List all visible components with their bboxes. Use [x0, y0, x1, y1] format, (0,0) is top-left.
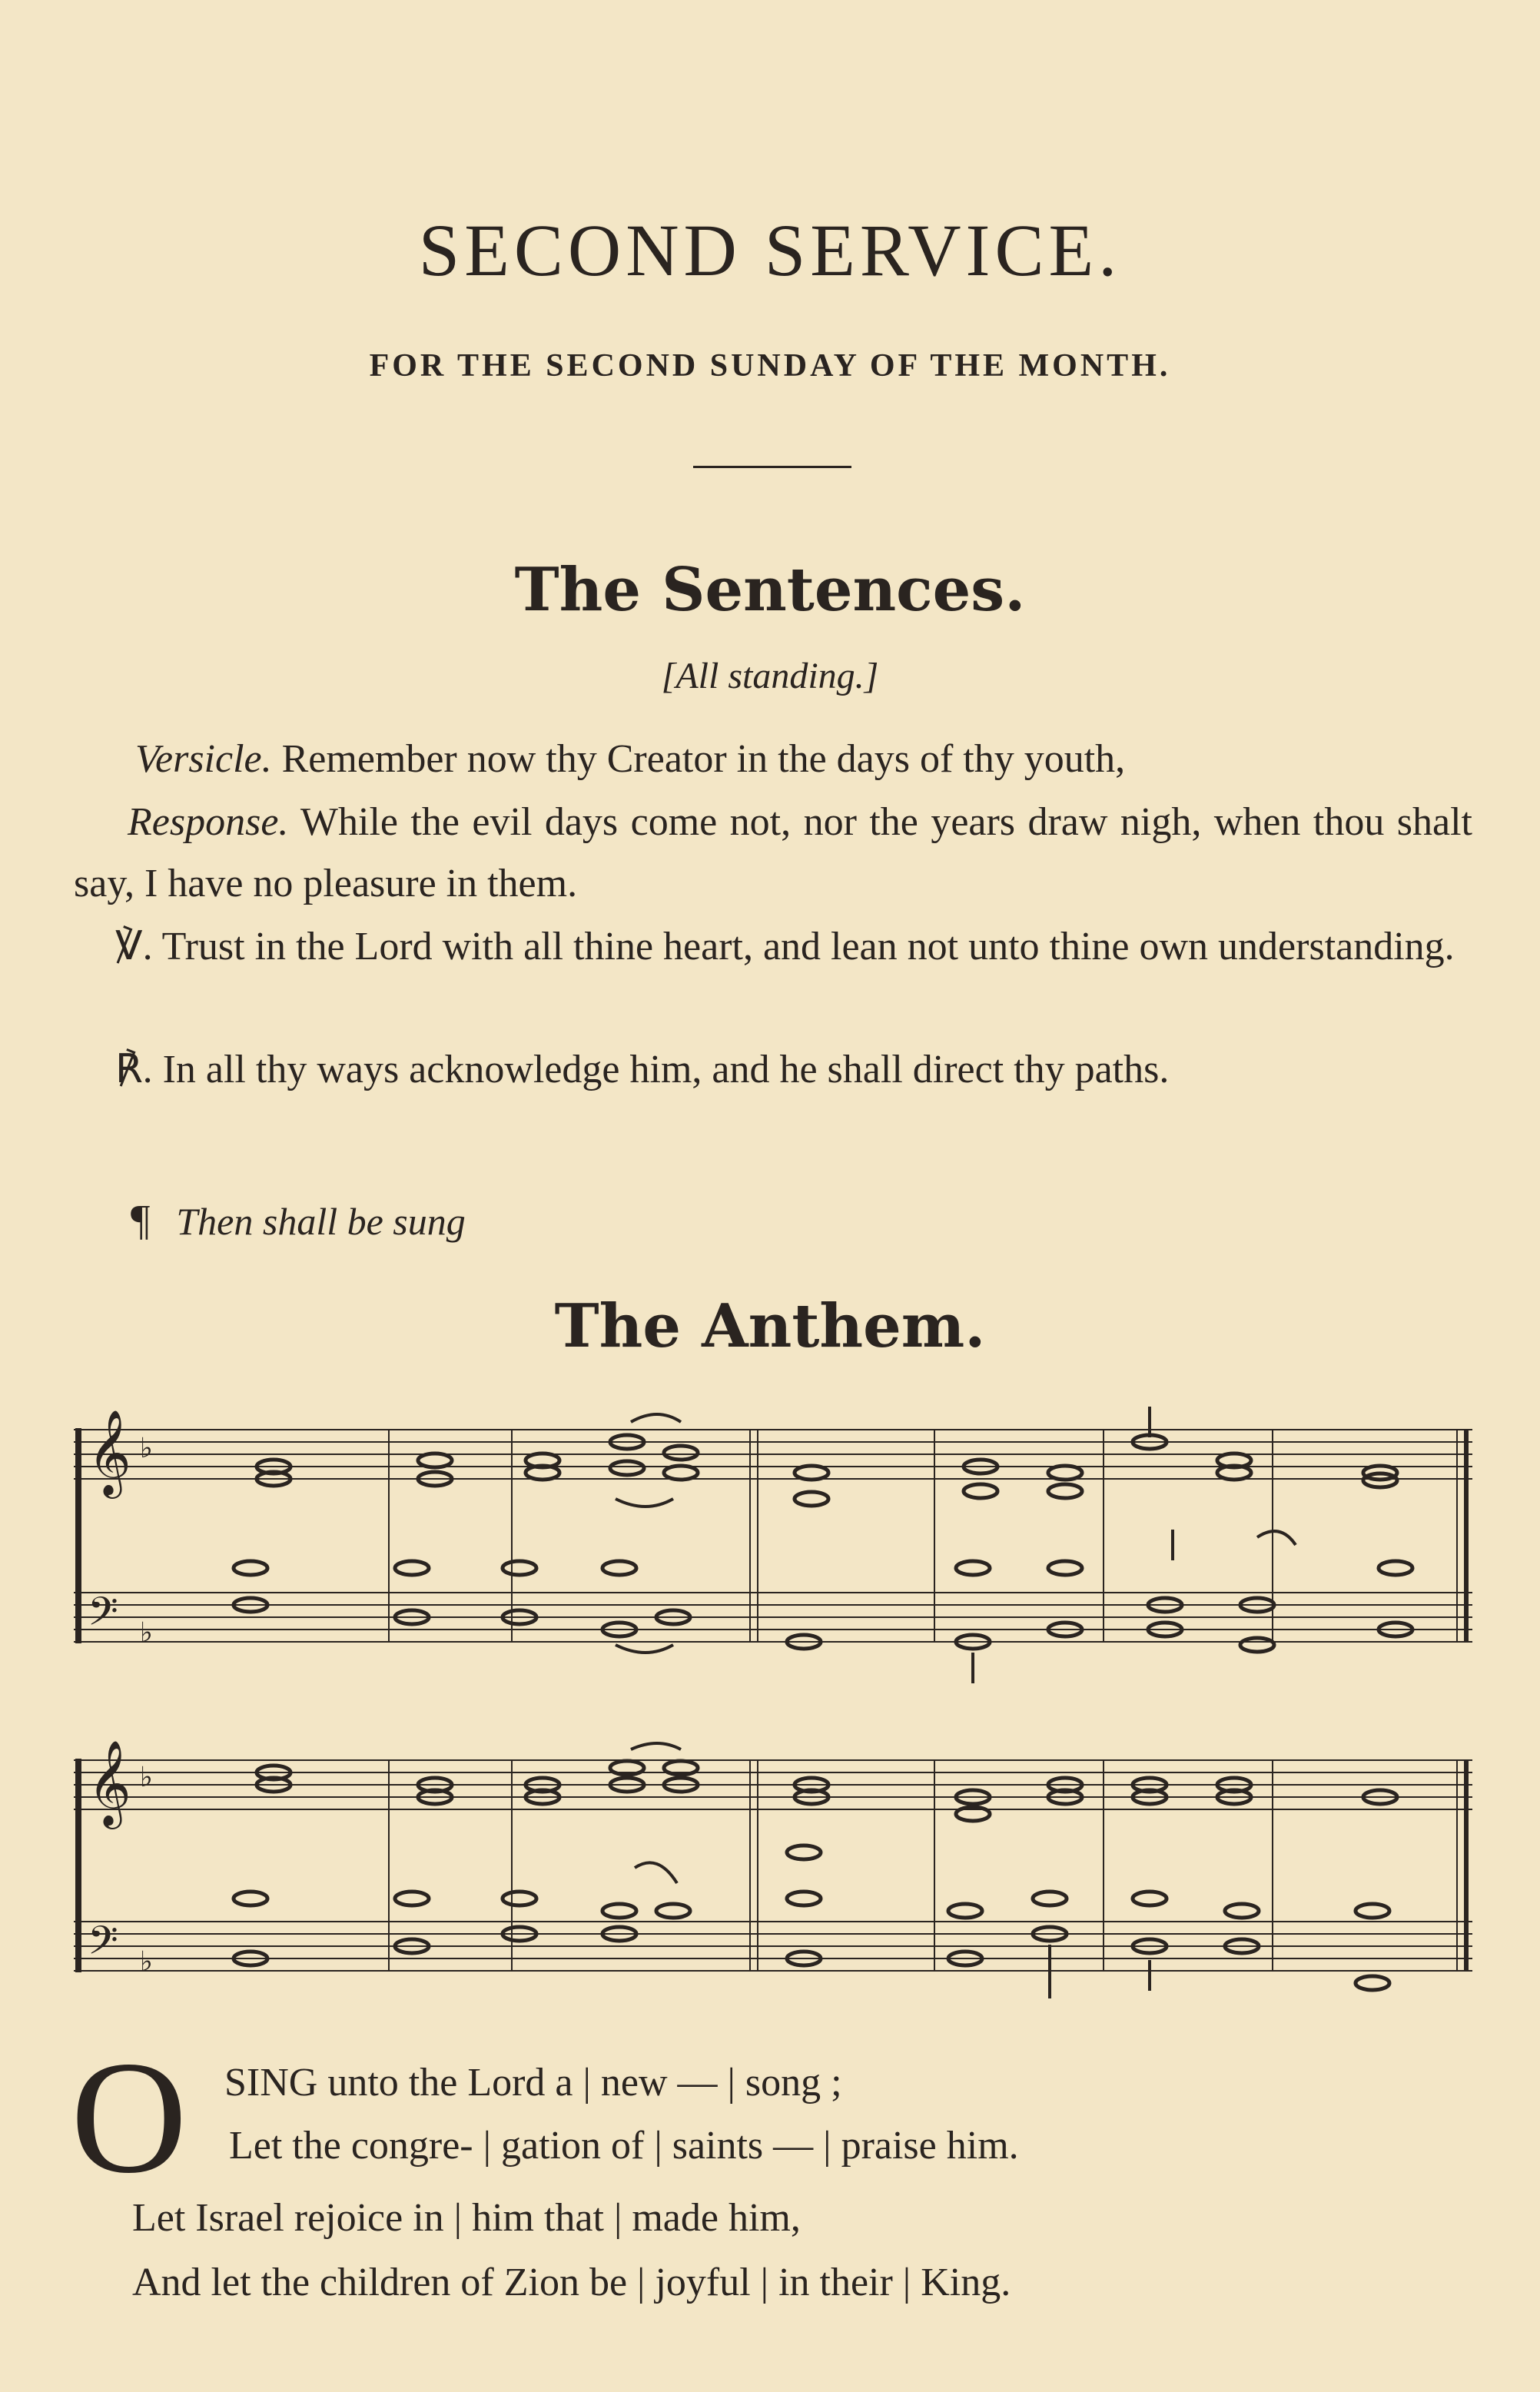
notes [234, 1435, 1412, 1990]
standing-direction: [All standing.] [661, 656, 879, 696]
treble-clef-icon: 𝄞 [88, 1409, 131, 1495]
divider [693, 466, 851, 468]
versicle-symbol: ℣. [115, 925, 153, 968]
page-subtitle: FOR THE SECOND SUNDAY OF THE MONTH. [369, 348, 1171, 384]
barlines-1 [389, 1430, 1466, 1642]
bass-staff-2 [74, 1922, 1472, 1971]
anthem-score [74, 1391, 1480, 2006]
flat-icon: ♭ [140, 1946, 153, 1977]
versicle-text: Remember now thy Creator in the days of thy youth, [281, 737, 1126, 781]
anthem-line-1: SING unto the Lord a | new — | song ; [224, 2061, 842, 2105]
page-title: SECOND SERVICE. [418, 209, 1122, 291]
versicle-2 [74, 916, 1472, 978]
response-symbol: ℟. [115, 1048, 153, 1091]
flat-icon: ♭ [140, 1433, 153, 1463]
rubric [131, 1196, 466, 1245]
ties [616, 1407, 1296, 1998]
anthem-heading: The Anthem. [554, 1291, 986, 1361]
rubric-text: Then shall be sung [176, 1200, 466, 1243]
anthem-line-3: Let Israel rejoice in | him that | made him, [132, 2196, 801, 2240]
bass-clef-icon: 𝄢 [88, 1917, 118, 1973]
versicle-text: Trust in the Lord with all thine heart, and lean not unto thine own understanding. [161, 925, 1455, 968]
anthem-line-4: And let the children of Zion be | joyful | in their | King. [132, 2261, 1011, 2304]
response-text: In all thy ways acknowledge him, and he shall direct thy paths. [162, 1048, 1170, 1091]
drop-cap: O [71, 2028, 188, 2207]
versicle-label: Versicle. [135, 737, 272, 781]
response-2 [74, 1039, 1472, 1101]
flat-icon: ♭ [140, 1762, 153, 1792]
treble-clef-icon: 𝄞 [88, 1739, 131, 1826]
pilcrow-icon: ¶ [131, 1197, 151, 1244]
response-label: Response. [128, 800, 289, 844]
bass-clef-icon: 𝄢 [88, 1588, 118, 1644]
response-text: While the evil days come not, nor the years draw nigh, when thou shalt say, I have no pleasure in them. [74, 800, 1472, 905]
response-1 [74, 792, 1472, 915]
anthem-line-2: Let the congre- | gation of | saints — | praise him. [229, 2124, 1019, 2168]
flat-icon: ♭ [140, 1617, 153, 1648]
versicle-1 [74, 729, 1472, 790]
sentences-heading: The Sentences. [514, 555, 1026, 625]
